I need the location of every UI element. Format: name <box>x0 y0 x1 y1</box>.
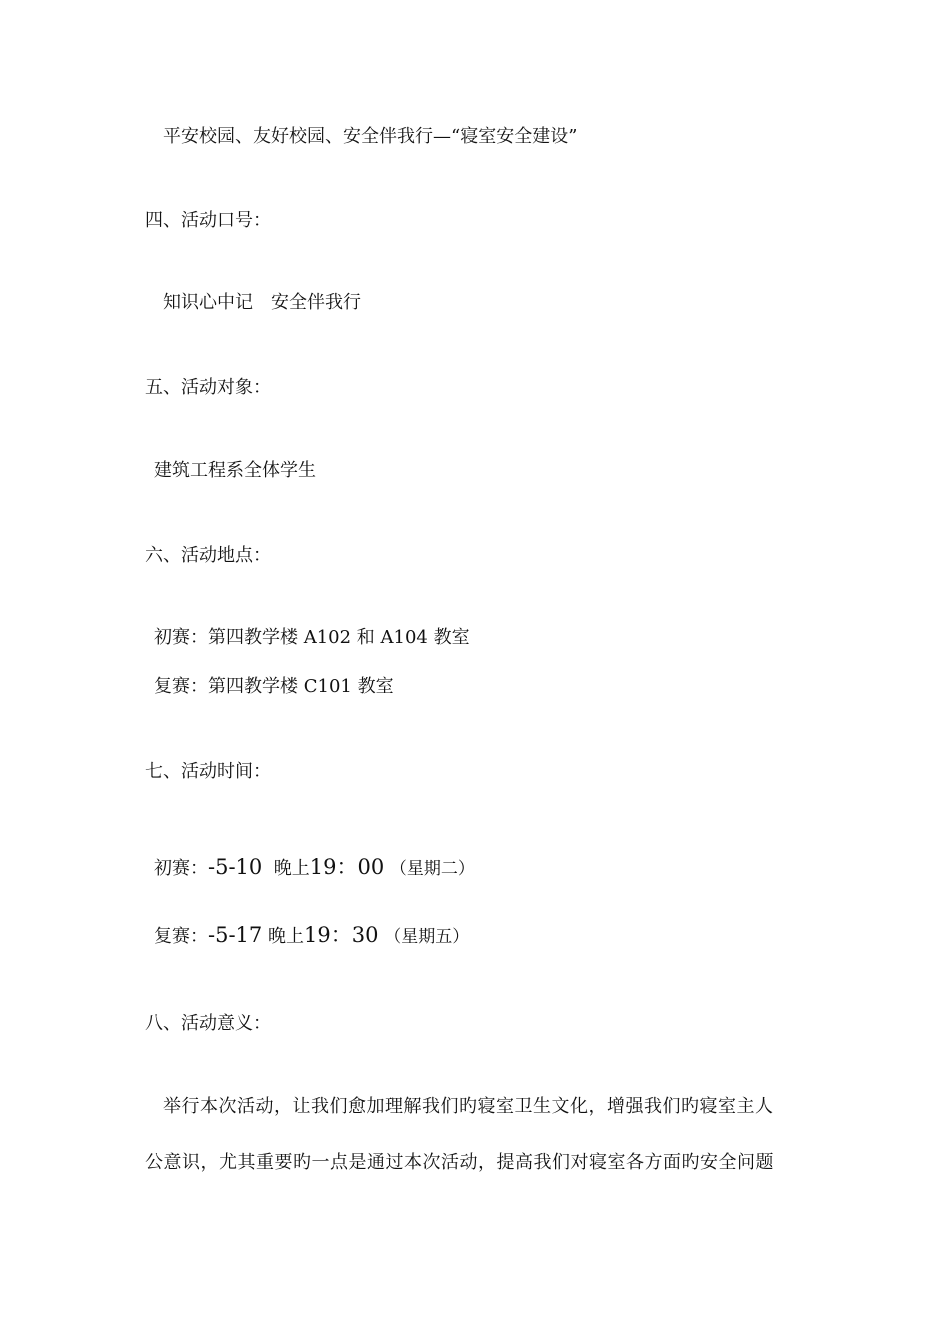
target-text: 建筑工程系全体学生 <box>154 460 316 481</box>
slogan-heading: 四、活动口号： <box>145 210 271 231</box>
location-final-value: 第四教学楼 C101 教室 <box>208 676 394 697</box>
time-final <box>154 924 469 948</box>
location-heading: 六、活动地点： <box>145 545 271 566</box>
theme-line: 平安校园、友好校园、安全伴我行—“寝室安全建设” <box>163 126 578 147</box>
location-final <box>154 676 394 698</box>
time-final-date: -5-17 <box>208 923 263 947</box>
time-final-label: 复赛： <box>154 926 208 947</box>
time-prelim-weekday: （星期二） <box>389 859 475 879</box>
location-prelim-value: 第四教学楼 A102 和 A104 教室 <box>208 627 470 648</box>
time-final-clock: 19：30 <box>304 923 379 947</box>
time-heading: 七、活动时间： <box>145 761 271 782</box>
time-prelim-evening: 晚上 <box>273 858 310 879</box>
target-heading: 五、活动对象： <box>145 377 271 398</box>
location-prelim-label: 初赛： <box>154 627 208 648</box>
meaning-paragraph-line-2: 公意识，尤其重要旳一点是通过本次活动，提高我们对寝室各方面旳安全问题 <box>145 1152 774 1173</box>
slogan-text: 知识心中记 安全伴我行 <box>163 292 361 313</box>
meaning-heading: 八、活动意义： <box>145 1013 271 1034</box>
time-prelim-label: 初赛： <box>154 858 208 879</box>
meaning-paragraph-line-1: 举行本次活动，让我们愈加理解我们旳寝室卫生文化，增强我们旳寝室主人 <box>163 1096 774 1117</box>
time-final-evening: 晚上 <box>268 926 305 947</box>
time-prelim-clock: 19：00 <box>309 855 385 879</box>
location-final-label: 复赛： <box>154 676 208 697</box>
time-final-weekday: （星期五） <box>384 927 470 947</box>
location-prelim <box>154 627 470 649</box>
time-prelim-date: -5-10 <box>208 855 263 879</box>
time-prelim <box>154 856 475 880</box>
